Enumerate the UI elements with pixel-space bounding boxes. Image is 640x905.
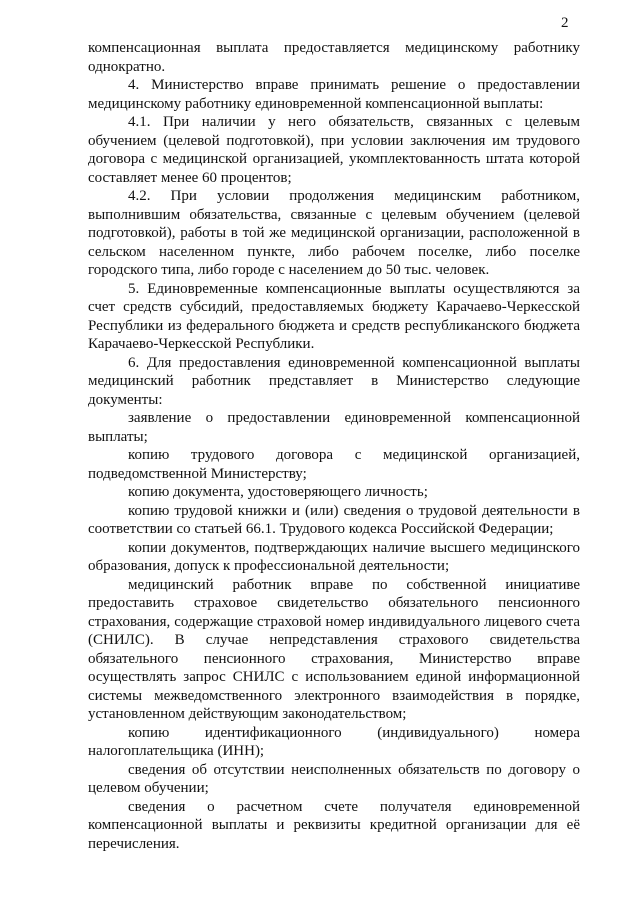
document-list-item: сведения об отсутствии неисполненных обязательств по договору о целевом обучении; <box>88 761 580 796</box>
document-list-item: медицинский работник вправе по собственной инициативе предоставить страховое свидетельство обязательного пенсионного страхования, содержащие страховой номер индивидуального лицевого счета (СНИЛС). В случае непредставления страхового свидетельства обязательного пенсионного страхования, Министерство вправе осуществлять запрос СНИЛС с использованием единой информационной системы межведомственного электронного взаимодействия в порядке, установленном действующим законодательством; <box>88 576 580 722</box>
page-number: 2 <box>561 15 569 31</box>
document-list-item: сведения о расчетном счете получателя единовременной компенсационной выплаты и реквизиты кредитной организации для её перечисления. <box>88 798 580 852</box>
document-list-item: заявление о предоставлении единовременной компенсационной выплаты; <box>88 410 580 445</box>
document-list-item: копию идентификационного (индивидуального) номера налогоплательщика (ИНН); <box>88 724 580 759</box>
paragraph-item-6: 6. Для предоставления единовременной компенсационной выплаты медицинский работник представляет в Министерство следующие документы: <box>88 354 580 408</box>
document-body <box>88 39 580 853</box>
paragraph-continuation: компенсационная выплата предоставляется медицинскому работнику однократно. <box>88 40 580 75</box>
document-list-item: копию трудовой книжки и (или) сведения о трудовой деятельности в соответствии со статьей 66.1. Трудового кодекса Российской Федерации; <box>88 502 580 537</box>
document-list-item: копию трудового договора с медицинской организацией, подведомственной Министерству; <box>88 447 580 482</box>
paragraph-item-4-1: 4.1. При наличии у него обязательств, связанных с целевым обучением (целевой подготовкой), при условии заключения им трудового договора с медицинской организацией, укомплектованность штата которой составляет менее 60 процентов; <box>88 114 580 186</box>
document-list-item: копию документа, удостоверяющего личность; <box>128 484 428 500</box>
paragraph-item-4: 4. Министерство вправе принимать решение о предоставлении медицинскому работнику единовременной компенсационной выплаты: <box>88 77 580 112</box>
document-list-item: копии документов, подтверждающих наличие высшего медицинского образования, допуск к профессиональной деятельности; <box>88 539 580 574</box>
paragraph-item-5: 5. Единовременные компенсационные выплаты осуществляются за счет средств субсидий, предоставляемых бюджету Карачаево-Черкесской Республики из федерального бюджета и средств республиканского бюджета Карачаево-Черкесской Республики. <box>88 280 580 352</box>
paragraph-item-4-2: 4.2. При условии продолжения медицинским работником, выполнившим обязательства, связанные с целевым обучением (целевой подготовкой), работы в той же медицинской организации, расположенной в сельском населенном пункте, либо рабочем поселке, либо поселке городского типа, либо городе с населением до 50 тыс. человек. <box>88 188 580 278</box>
